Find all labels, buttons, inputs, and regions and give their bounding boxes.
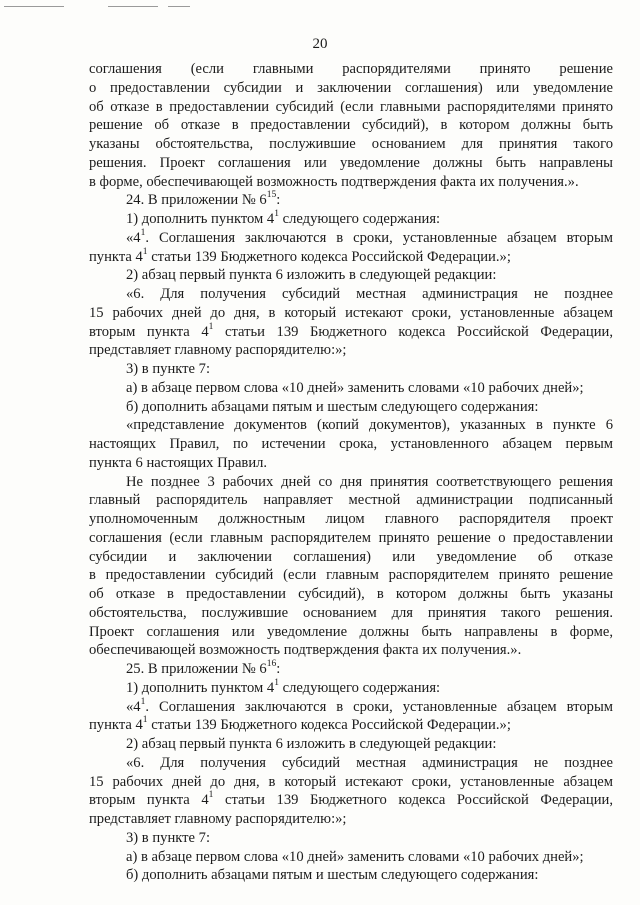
text-segment: 24. В приложении № 6: [126, 192, 267, 209]
text-line: [89, 79, 613, 98]
text-line: [89, 360, 613, 379]
superscript: 1: [208, 790, 214, 801]
text-line: [89, 660, 613, 679]
superscript: 1: [140, 696, 146, 707]
text-line: [89, 491, 613, 510]
text-segment: уполномоченным должностным лицом главного распорядителя проект: [89, 511, 613, 527]
text-segment: пункта 4: [89, 248, 143, 265]
text-segment: «представление документов (копий документов), указанных в пункте 6: [126, 417, 613, 434]
text-segment: 1) дополнить пунктом 4: [126, 679, 275, 696]
text-segment: 2) абзац первый пункта 6 изложить в следующей редакции:: [126, 267, 497, 284]
superscript: 1: [208, 321, 214, 332]
text-line: [89, 210, 613, 229]
text-segment: следующего содержания:: [278, 211, 441, 227]
text-line: [89, 548, 613, 567]
text-line: [89, 510, 613, 529]
text-segment: статьи 139 Бюджетного кодекса Российской Федерации,: [213, 323, 613, 340]
text-segment: б) дополнить абзацами пятым и шестым следующего содержания:: [126, 398, 539, 415]
text-line: [89, 266, 613, 285]
text-line: [89, 735, 613, 754]
text-line: [89, 60, 613, 79]
text-line: [89, 698, 613, 717]
text-line: [89, 304, 613, 323]
text-segment: . Соглашения заключаются в сроки, установленные абзацем вторым: [145, 229, 613, 246]
text-line: [89, 473, 613, 492]
text-segment: субсидии и заключении соглашения) или уведомление об отказе: [89, 548, 613, 565]
text-segment: представляет главному распорядителю:»;: [89, 811, 347, 827]
superscript: 16: [266, 659, 277, 670]
text-segment: пункта 4: [89, 717, 143, 734]
text-segment: обстоятельства, послужившие основанием для принятия такого решения.: [89, 604, 613, 621]
text-line: [89, 248, 613, 267]
superscript: 1: [142, 715, 148, 726]
text-segment: «6. Для получения субсидий местная администрация не позднее: [126, 286, 613, 302]
text-line: [89, 716, 613, 735]
document-body: [89, 60, 613, 885]
text-line: [89, 810, 613, 829]
text-line: [89, 98, 613, 117]
text-line: [89, 285, 613, 304]
text-line: [89, 866, 613, 885]
text-segment: соглашения (если главными распорядителями принято решение: [89, 61, 613, 77]
text-line: [89, 229, 613, 248]
text-segment: «6. Для получения субсидий местная администрация не позднее: [126, 754, 613, 771]
text-segment: обеспечивающей возможность подтверждения факта их получения.».: [89, 642, 522, 659]
text-segment: статьи 139 Бюджетного кодекса Российской Федерации.»;: [147, 717, 511, 734]
text-line: [89, 604, 613, 623]
text-segment: 2) абзац первый пункта 6 изложить в следующей редакции:: [126, 736, 497, 752]
text-line: [89, 116, 613, 135]
text-segment: а) в абзаце первом слова «10 дней» заменить словами «10 рабочих дней»;: [126, 848, 584, 865]
text-segment: «4: [126, 229, 141, 246]
text-line: [89, 829, 613, 848]
text-segment: настоящих Правил, по истечении срока, установленного абзацем первым: [89, 436, 613, 452]
text-segment: в форме, обеспечивающей возможность подтверждения факта их получения.».: [89, 173, 579, 190]
superscript: 1: [274, 209, 279, 220]
text-segment: Не позднее 3 рабочих дней со дня принятия соответствующего решения: [126, 473, 613, 490]
text-segment: а) в абзаце первом слова «10 дней» заменить словами «10 рабочих дней»;: [126, 379, 584, 396]
text-line: [89, 416, 613, 435]
text-line: [89, 323, 613, 342]
text-line: [89, 773, 613, 792]
text-line: [89, 154, 613, 173]
text-segment: главный распорядитель направляет местной администрации подписанный: [89, 492, 613, 509]
page-number: 20: [312, 36, 328, 52]
text-line: [89, 848, 613, 867]
text-line: [89, 529, 613, 548]
text-line: [89, 754, 613, 773]
superscript: 1: [142, 246, 148, 257]
text-segment: вторым пункта 4: [89, 323, 209, 340]
text-segment: 15 рабочих дней до дня, в который истекают сроки, установленные абзацем: [89, 304, 613, 321]
text-segment: в предоставлении субсидий (если главным распорядителем принято решение: [89, 567, 613, 584]
text-segment: пункта 6 настоящих Правил.: [89, 454, 268, 471]
text-line: [89, 173, 613, 192]
text-line: [89, 585, 613, 604]
scan-artifact: [4, 6, 64, 7]
text-segment: 1) дополнить пунктом 4: [126, 211, 275, 227]
text-segment: указаны обстоятельства, послужившие основанием для принятия такого: [89, 136, 613, 152]
text-line: [89, 566, 613, 585]
text-segment: Проект соглашения или уведомление должны быть направлены в форме,: [89, 623, 613, 640]
text-segment: об отказе в предоставлении субсидий), в котором должны быть указаны: [89, 586, 613, 602]
text-line: [89, 791, 613, 810]
text-line: [89, 341, 613, 360]
text-segment: . Соглашения заключаются в сроки, установленные абзацем вторым: [145, 698, 613, 715]
text-segment: :: [276, 192, 281, 209]
text-line: [89, 398, 613, 417]
text-line: [89, 135, 613, 154]
text-segment: :: [276, 661, 281, 677]
text-line: [89, 435, 613, 454]
scan-artifact: [108, 6, 158, 7]
text-line: [89, 623, 613, 642]
text-segment: следующего содержания:: [278, 679, 441, 696]
text-segment: статьи 139 Бюджетного кодекса Российской Федерации,: [213, 792, 613, 809]
text-segment: б) дополнить абзацами пятым и шестым следующего содержания:: [126, 867, 539, 884]
text-line: [89, 641, 613, 660]
scan-artifact: [168, 6, 190, 7]
text-segment: решение об отказе в предоставлении субсидий), в котором должны быть: [89, 117, 613, 134]
superscript: 1: [274, 677, 279, 688]
text-segment: 15 рабочих дней до дня, в который истекают сроки, установленные абзацем: [89, 773, 613, 790]
text-line: [89, 454, 613, 473]
text-segment: 3) в пункте 7:: [126, 829, 211, 846]
superscript: 1: [140, 227, 146, 238]
text-segment: об отказе в предоставлении субсидий (если главными распорядителями принято: [89, 98, 613, 115]
text-segment: 25. В приложении № 6: [126, 661, 267, 677]
text-segment: 3) в пункте 7:: [126, 361, 211, 377]
text-line: [89, 679, 613, 698]
text-segment: «4: [126, 698, 141, 715]
text-segment: о предоставлении субсидии и заключении соглашения) или уведомление: [89, 79, 613, 96]
text-segment: решения. Проект соглашения или уведомление должны быть направлены: [89, 154, 613, 171]
text-segment: представляет главному распорядителю:»;: [89, 342, 347, 359]
superscript: 15: [266, 190, 277, 201]
text-line: [89, 379, 613, 398]
text-segment: вторым пункта 4: [89, 792, 209, 809]
text-segment: соглашения (если главным распорядителем принято решение о предоставлении: [89, 529, 613, 546]
text-line: [89, 191, 613, 210]
text-segment: статьи 139 Бюджетного кодекса Российской Федерации.»;: [147, 248, 511, 265]
